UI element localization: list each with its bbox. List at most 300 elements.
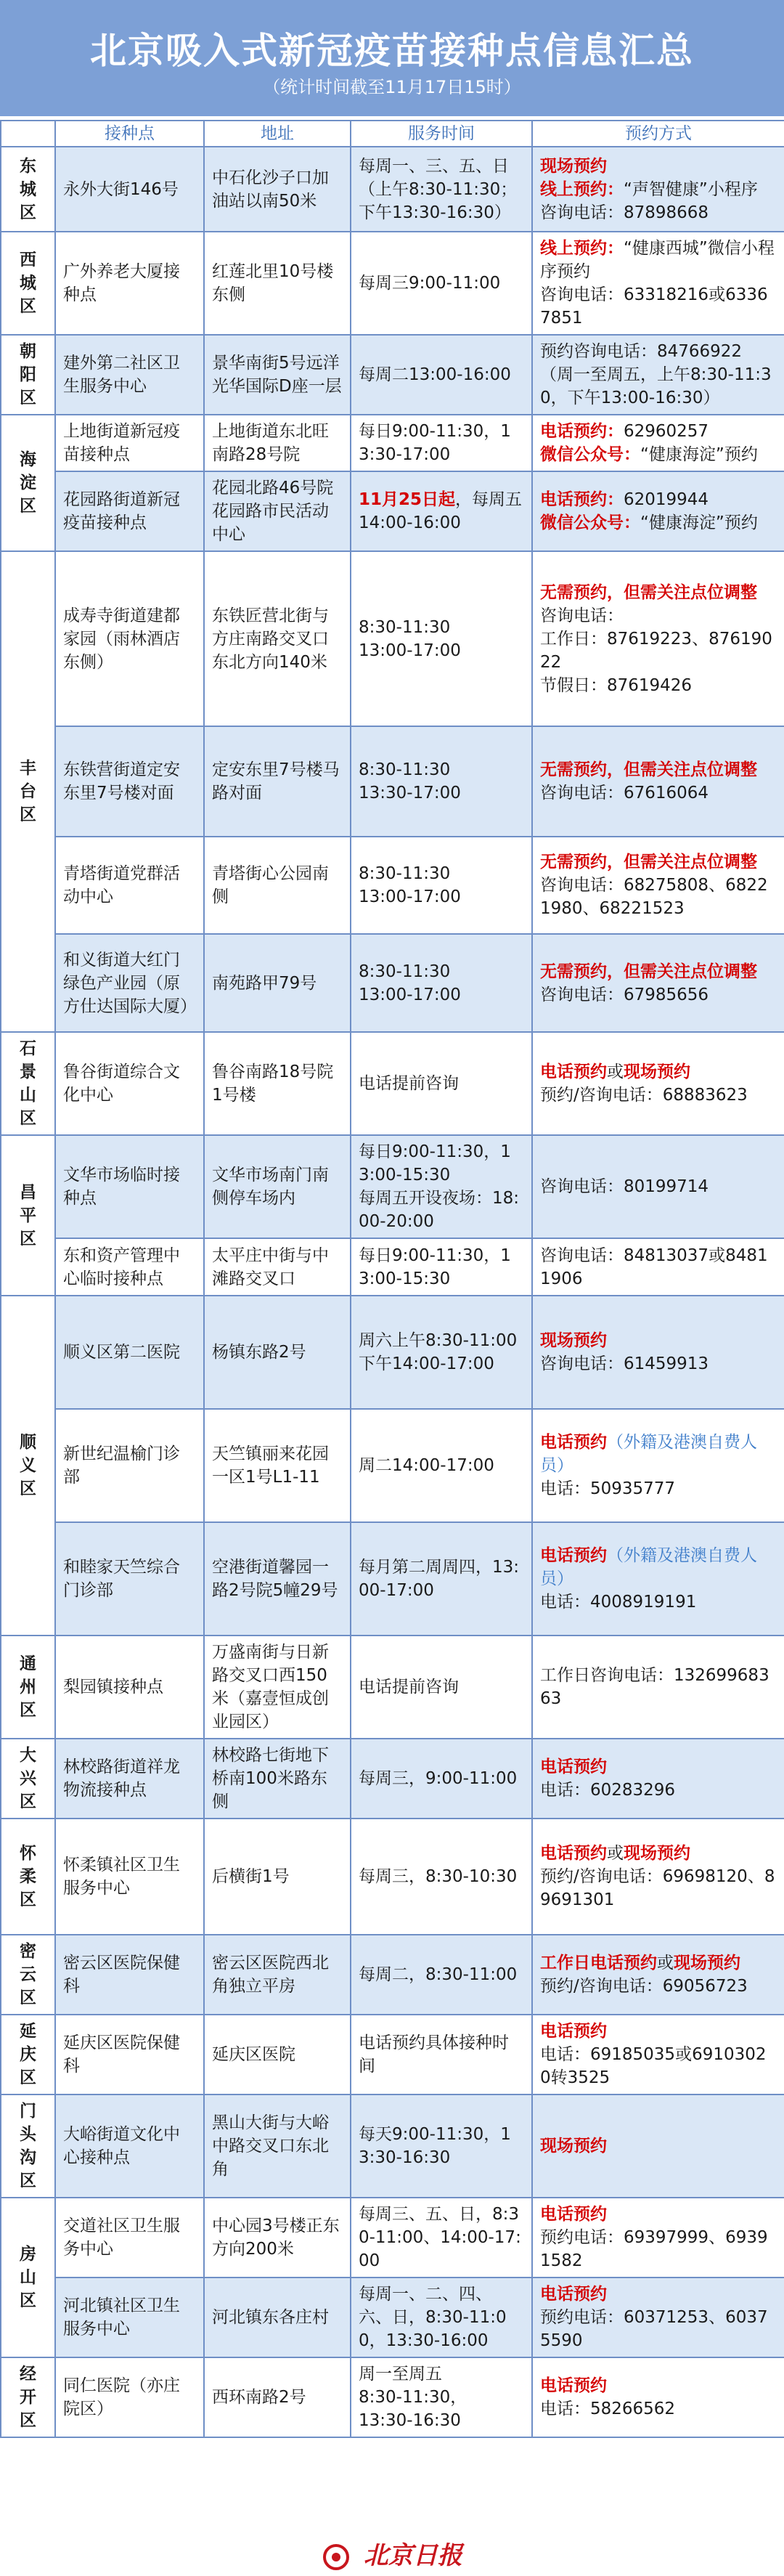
district-name: 通州区	[20, 1654, 36, 1720]
hours-line: 每周五开设夜场：18:00-20:00	[359, 1189, 520, 1231]
booking-line	[540, 2374, 777, 2397]
hours-line: 每周三、五、日，8:30-11:00、14:00-17:00	[359, 2205, 521, 2270]
site-name-cell: 永外大街146号	[55, 147, 204, 232]
booking-line	[540, 420, 777, 443]
cell-text: 咨询电话：68275808、68221980、68221523	[540, 876, 768, 918]
cell-text: 咨询电话：67616064	[540, 784, 709, 803]
booking-line	[540, 1664, 777, 1710]
hours-line: 13:00-17:00	[359, 985, 461, 1004]
district-name: 海淀区	[20, 450, 36, 516]
hours-line: 每日9:00-11:30，13:00-15:30	[359, 1246, 511, 1288]
cell-text: 电话：69185035或69103020转3525	[540, 2045, 767, 2087]
table-row	[1, 1935, 784, 2015]
booking-method-cell	[532, 1636, 784, 1739]
table-row	[1, 1739, 784, 1819]
booking-method-cell	[532, 1522, 784, 1636]
booking-line	[540, 781, 777, 805]
booking-method-cell	[532, 726, 784, 837]
site-name-cell: 顺义区第二医院	[55, 1296, 204, 1409]
hours-line: 下午14:00-17:00	[359, 1354, 494, 1373]
highlight-text: 现场预约	[674, 1954, 740, 1972]
booking-line	[540, 1842, 777, 1865]
service-hours-cell	[351, 837, 532, 934]
cell-text: 预约/咨询电话：68883623	[540, 1086, 748, 1105]
booking-line	[540, 283, 777, 330]
booking-line	[540, 155, 777, 178]
table-row	[1, 837, 784, 934]
site-name-cell: 花园路街道新冠疫苗接种点	[55, 471, 204, 551]
district-name: 密云区	[20, 1942, 36, 2007]
district-cell	[1, 1135, 55, 1296]
cell-text: 电话：50935777	[540, 1479, 676, 1498]
highlight-text: 无需预约，但需关注点位调整	[540, 853, 757, 871]
hours-line: 13:00-17:00	[359, 641, 461, 660]
district-cell	[1, 2198, 55, 2357]
booking-method-cell	[532, 1819, 784, 1935]
hours-line: 13:30-17:00	[359, 784, 461, 803]
booking-line	[540, 201, 777, 224]
highlight-text: 微信公众号：	[540, 445, 640, 464]
hours-line: 8:30-11:30，	[359, 2388, 467, 2407]
highlight-text: 线上预约：	[540, 179, 624, 199]
highlight-text: 电话预约	[540, 1844, 607, 1863]
booking-method-cell	[532, 1238, 784, 1296]
hours-line: 每周三9:00-11:00	[359, 274, 501, 293]
cell-text: 咨询电话：84813037或84811906	[540, 1246, 768, 1288]
service-hours-cell	[351, 1135, 532, 1238]
cell-text: “健康海淀”预约	[640, 513, 758, 532]
booking-line	[540, 178, 777, 201]
cell-text: 工作日咨询电话：13269968363	[540, 1666, 769, 1708]
booking-line	[540, 340, 777, 363]
site-name-cell: 成寿寺街道建都家园（雨林酒店东侧）	[55, 551, 204, 726]
highlight-text: 电话预约：	[540, 422, 624, 441]
hours-line: 每周一、三、五、日	[359, 156, 509, 176]
cell-text: 咨询电话：63318216或63367851	[540, 285, 768, 328]
cell-text: （周一至周五，上午8:30-11:30，下午13:00-16:30）	[540, 365, 772, 407]
highlight-text: 电话预约	[540, 2376, 607, 2395]
address-cell: 青塔街心公园南侧	[204, 837, 351, 934]
site-name-cell: 和睦家天竺综合门诊部	[55, 1522, 204, 1636]
cell-text: 预约/咨询电话：69056723	[540, 1977, 748, 1996]
table-row	[1, 1135, 784, 1238]
service-hours-cell	[351, 1032, 532, 1135]
service-hours-cell	[351, 2015, 532, 2094]
address-cell: 东铁匠营北街与方庄南路交叉口东北方向140米	[204, 551, 351, 726]
booking-method-cell	[532, 1739, 784, 1819]
service-hours-cell	[351, 1935, 532, 2015]
district-cell	[1, 2094, 55, 2198]
table-row	[1, 471, 784, 551]
footer	[0, 2530, 784, 2576]
note-text: （外籍及港澳自费人员）	[540, 1433, 757, 1475]
address-cell: 密云区医院西北角独立平房	[204, 1935, 351, 2015]
district-name: 丰台区	[20, 759, 36, 824]
address-cell: 景华南街5号远洋光华国际D座一层	[204, 335, 351, 415]
site-name-cell: 广外养老大厦接种点	[55, 232, 204, 335]
service-hours-cell	[351, 2357, 532, 2437]
hours-line: 13:00-17:00	[359, 887, 461, 906]
newspaper-seal-icon	[322, 2543, 351, 2572]
booking-line	[540, 2134, 777, 2158]
table-row	[1, 934, 784, 1032]
booking-method-cell	[532, 934, 784, 1032]
hours-line: 周二14:00-17:00	[359, 1456, 494, 1475]
table-row	[1, 2357, 784, 2437]
site-name-cell: 交道社区卫生服务中心	[55, 2198, 204, 2278]
highlight-text: 电话预约	[540, 1433, 607, 1452]
district-name: 西城区	[20, 251, 36, 316]
column-header-site: 接种点	[55, 121, 204, 147]
booking-line	[540, 1865, 777, 1911]
address-cell: 林校路七街地下桥南100米路东侧	[204, 1739, 351, 1819]
table-row	[1, 232, 784, 335]
highlight-text: 电话预约	[540, 1546, 607, 1565]
cell-text: 咨询电话：87898668	[540, 203, 709, 222]
service-hours-cell	[351, 2278, 532, 2357]
site-name-cell: 延庆区医院保健科	[55, 2015, 204, 2094]
district-name: 朝阳区	[20, 342, 36, 407]
district-cell	[1, 1296, 55, 1636]
booking-line	[540, 237, 777, 283]
booking-line	[540, 488, 777, 511]
address-cell: 文华市场南门南侧停车场内	[204, 1135, 351, 1238]
highlight-text: 线上预约：	[540, 239, 624, 258]
district-cell	[1, 147, 55, 232]
cell-text: 咨询电话：61459913	[540, 1354, 709, 1373]
cell-text: “健康海淀”预约	[640, 445, 758, 464]
table-row	[1, 147, 784, 232]
newspaper-logo	[322, 2535, 462, 2572]
service-hours-cell	[351, 232, 532, 335]
booking-line	[540, 627, 777, 674]
booking-line	[540, 758, 777, 781]
service-hours-cell	[351, 1819, 532, 1935]
district-name: 怀柔区	[20, 1844, 36, 1909]
booking-line	[540, 1779, 777, 1802]
hours-line: 周六上午8:30-11:00	[359, 1331, 518, 1350]
vaccination-sites-table	[0, 120, 784, 2438]
cell-text: “健康西城”微信小程序预约	[540, 239, 775, 281]
district-name: 昌平区	[20, 1182, 36, 1248]
booking-line	[540, 511, 777, 535]
hours-line: 下午13:30-16:30）	[359, 203, 511, 222]
note-text: （外籍及港澳自费人员）	[540, 1546, 757, 1588]
address-cell: 黑山大街与大峪中路交叉口东北角	[204, 2094, 351, 2198]
highlight-text: 现场预约	[540, 2137, 607, 2156]
booking-line	[540, 581, 777, 604]
district-cell	[1, 551, 55, 1032]
column-header-hours: 服务时间	[351, 121, 532, 147]
district-cell	[1, 2015, 55, 2094]
cell-text: 电话：60283296	[540, 1781, 676, 1800]
booking-line	[540, 2043, 777, 2089]
district-name: 房山区	[20, 2245, 36, 2310]
hours-line: 每周二13:00-16:00	[359, 365, 511, 384]
service-hours-cell	[351, 1636, 532, 1739]
booking-line	[540, 674, 777, 697]
site-name-cell: 河北镇社区卫生服务中心	[55, 2278, 204, 2357]
highlight-text: 电话预约	[540, 2205, 607, 2224]
site-name-cell: 大峪街道文化中心接种点	[55, 2094, 204, 2198]
hours-line: 8:30-11:30	[359, 760, 451, 779]
highlight-text: 无需预约，但需关注点位调整	[540, 962, 757, 981]
booking-line	[540, 1477, 777, 1500]
booking-method-cell	[532, 147, 784, 232]
highlight-text: 无需预约，但需关注点位调整	[540, 582, 757, 602]
table-row	[1, 335, 784, 415]
site-name-cell: 怀柔镇社区卫生服务中心	[55, 1819, 204, 1935]
site-name-cell: 林校路街道祥龙物流接种点	[55, 1739, 204, 1819]
district-cell	[1, 1739, 55, 1819]
address-cell: 南苑路甲79号	[204, 934, 351, 1032]
cell-text: 预约/咨询电话：69698120、89691301	[540, 1867, 775, 1909]
highlight-text: 电话预约	[540, 1063, 607, 1081]
booking-method-cell	[532, 2015, 784, 2094]
district-cell	[1, 232, 55, 335]
address-cell: 杨镇东路2号	[204, 1296, 351, 1409]
service-hours-cell	[351, 2198, 532, 2278]
hours-line: 电话预约具体接种时间	[359, 2033, 509, 2076]
district-cell	[1, 335, 55, 415]
page-title: 北京吸入式新冠疫苗接种点信息汇总	[90, 30, 694, 72]
service-hours-cell	[351, 415, 532, 471]
address-cell: 鲁谷南路18号院1号楼	[204, 1032, 351, 1135]
service-hours-cell	[351, 1739, 532, 1819]
hours-line: 8:30-11:30	[359, 864, 451, 883]
booking-line	[540, 1544, 777, 1590]
table-row	[1, 1238, 784, 1296]
service-hours-cell	[351, 1296, 532, 1409]
booking-line	[540, 1329, 777, 1352]
highlight-text: 电话预约	[540, 2285, 607, 2304]
hours-line: 电话提前咨询	[359, 1074, 459, 1093]
cell-text: 咨询电话：	[540, 606, 624, 625]
hours-line: 每日9:00-11:30，13:00-15:30	[359, 1142, 511, 1185]
highlight-text: 电话预约	[540, 1758, 607, 1776]
table-header-row	[1, 121, 784, 147]
booking-method-cell	[532, 2278, 784, 2357]
highlight-text: 11月25日起	[359, 490, 456, 509]
cell-text: “声智健康”小程序	[624, 179, 758, 199]
address-cell: 定安东里7号楼马路对面	[204, 726, 351, 837]
booking-line	[540, 2397, 777, 2421]
address-cell: 中心园3号楼正东方向200米	[204, 2198, 351, 2278]
hours-line: 8:30-11:30	[359, 617, 451, 637]
hours-line: 13:30-16:30	[359, 2411, 461, 2430]
service-hours-cell	[351, 551, 532, 726]
address-cell: 河北镇东各庄村	[204, 2278, 351, 2357]
district-name: 门头沟区	[20, 2102, 36, 2190]
cell-text: 电话：58266562	[540, 2400, 676, 2418]
address-cell: 万盛南街与日新路交叉口西150米（嘉壹恒成创业园区）	[204, 1636, 351, 1739]
hours-line: 每周一、二、四、六、日，8:30-11:00，13:30-16:00	[359, 2285, 507, 2350]
site-name-cell: 上地街道新冠疫苗接种点	[55, 415, 204, 471]
booking-line	[540, 1084, 777, 1107]
district-cell	[1, 1819, 55, 1935]
address-cell: 后横街1号	[204, 1819, 351, 1935]
highlight-text: 电话预约：	[540, 490, 624, 509]
district-name: 顺义区	[20, 1433, 36, 1498]
booking-line	[540, 1951, 777, 1975]
highlight-text: 工作日电话预约	[540, 1954, 657, 1972]
table-row	[1, 2094, 784, 2198]
booking-method-cell	[532, 232, 784, 335]
address-cell: 上地街道东北旺南路28号院	[204, 415, 351, 471]
district-name: 延庆区	[20, 2022, 36, 2087]
booking-line	[540, 604, 777, 627]
cell-text: 或	[607, 1063, 624, 1081]
table-row	[1, 726, 784, 837]
site-name-cell: 同仁医院（亦庄院区）	[55, 2357, 204, 2437]
district-cell	[1, 1032, 55, 1135]
booking-line	[540, 850, 777, 874]
cell-text: 预约电话：60371253、60375590	[540, 2308, 768, 2350]
table-row	[1, 1296, 784, 1409]
booking-line	[540, 1060, 777, 1084]
cell-text: 咨询电话：67985656	[540, 985, 709, 1004]
table-row	[1, 1032, 784, 1135]
booking-method-cell	[532, 1135, 784, 1238]
highlight-text: 现场预约	[624, 1063, 690, 1081]
service-hours-cell	[351, 726, 532, 837]
column-header-booking: 预约方式	[532, 121, 784, 147]
district-cell	[1, 415, 55, 551]
highlight-text: 现场预约	[540, 1331, 607, 1350]
booking-method-cell	[532, 551, 784, 726]
booking-method-cell	[532, 471, 784, 551]
address-cell: 太平庄中街与中滩路交叉口	[204, 1238, 351, 1296]
hours-line: 每周二，8:30-11:00	[359, 1965, 518, 1984]
site-name-cell: 文华市场临时接种点	[55, 1135, 204, 1238]
district-name: 大兴区	[20, 1746, 36, 1811]
table-row	[1, 2198, 784, 2278]
booking-line	[540, 1244, 777, 1291]
service-hours-cell	[351, 335, 532, 415]
cell-text: 62019944	[624, 490, 709, 509]
table-body	[1, 147, 784, 2437]
booking-method-cell	[532, 1409, 784, 1522]
highlight-text: 现场预约	[540, 156, 607, 176]
booking-line	[540, 2306, 777, 2352]
site-name-cell: 梨园镇接种点	[55, 1636, 204, 1739]
district-cell	[1, 1636, 55, 1739]
booking-line	[540, 2283, 777, 2306]
hours-line: 周一至周五	[359, 2365, 442, 2384]
table-row	[1, 2278, 784, 2357]
hours-line: （上午8:30-11:30；	[359, 179, 518, 199]
booking-method-cell	[532, 2094, 784, 2198]
cell-text: 预约电话：69397999、69391582	[540, 2228, 768, 2270]
hours-line: 每周三，8:30-10:30	[359, 1867, 518, 1886]
site-name-cell: 东和资产管理中心临时接种点	[55, 1238, 204, 1296]
booking-line	[540, 960, 777, 983]
highlight-text: 无需预约，但需关注点位调整	[540, 760, 757, 779]
booking-line	[540, 1431, 777, 1477]
cell-text: 或	[657, 1954, 674, 1972]
booking-line	[540, 983, 777, 1007]
newspaper-logo-text: 北京日报	[363, 2541, 462, 2570]
booking-method-cell	[532, 837, 784, 934]
hours-line: 每日9:00-11:30，13:30-17:00	[359, 422, 511, 464]
hours-line	[359, 488, 524, 535]
cell-text: 62960257	[624, 422, 709, 441]
booking-method-cell	[532, 2357, 784, 2437]
site-name-cell: 东铁营街道定安东里7号楼对面	[55, 726, 204, 837]
booking-line	[540, 1175, 777, 1198]
hours-line: 8:30-11:30	[359, 962, 451, 981]
booking-line	[540, 1590, 777, 1614]
booking-method-cell	[532, 1296, 784, 1409]
site-name-cell: 青塔街道党群活动中心	[55, 837, 204, 934]
highlight-text: 现场预约	[624, 1844, 690, 1863]
booking-line	[540, 1352, 777, 1376]
column-header-address: 地址	[204, 121, 351, 147]
site-name-cell: 建外第二社区卫生服务中心	[55, 335, 204, 415]
cell-text: 咨询电话：80199714	[540, 1177, 709, 1196]
booking-line	[540, 2203, 777, 2226]
booking-line	[540, 874, 777, 920]
table-row	[1, 551, 784, 726]
address-cell: 延庆区医院	[204, 2015, 351, 2094]
address-cell: 红莲北里10号楼东侧	[204, 232, 351, 335]
district-name: 东城区	[20, 156, 36, 222]
district-cell	[1, 2357, 55, 2437]
booking-line	[540, 443, 777, 466]
address-cell: 空港街道馨园一路2号院5幢29号	[204, 1522, 351, 1636]
service-hours-cell	[351, 1409, 532, 1522]
booking-line	[540, 2226, 777, 2272]
booking-method-cell	[532, 1935, 784, 2015]
cell-text: 节假日：87619426	[540, 675, 693, 695]
cell-text: 预约咨询电话：84766922	[540, 342, 743, 361]
booking-method-cell	[532, 2198, 784, 2278]
hours-line: 每月第二周周四，13:00-17:00	[359, 1558, 520, 1600]
service-hours-cell	[351, 471, 532, 551]
service-hours-cell	[351, 2094, 532, 2198]
hours-line: 每周三，9:00-11:00	[359, 1769, 518, 1788]
address-cell: 中石化沙子口加油站以南50米	[204, 147, 351, 232]
address-cell: 天竺镇丽来花园一区1号L1-11	[204, 1409, 351, 1522]
district-cell	[1, 1935, 55, 2015]
service-hours-cell	[351, 147, 532, 232]
booking-method-cell	[532, 415, 784, 471]
cell-text: 或	[607, 1844, 624, 1863]
address-cell: 花园北路46号院花园路市民活动中心	[204, 471, 351, 551]
booking-method-cell	[532, 1032, 784, 1135]
site-name-cell: 密云区医院保健科	[55, 1935, 204, 2015]
header-banner	[0, 0, 784, 116]
table-row	[1, 1819, 784, 1935]
booking-method-cell	[532, 335, 784, 415]
service-hours-cell	[351, 1238, 532, 1296]
cell-text: ，每周五14:00-16:00	[359, 490, 523, 532]
table-row	[1, 1636, 784, 1739]
page-subtitle: （统计时间截至11月17日15时）	[263, 77, 521, 97]
booking-line	[540, 1975, 777, 1998]
booking-line	[540, 363, 777, 410]
column-header-district	[1, 121, 55, 147]
service-hours-cell	[351, 1522, 532, 1636]
highlight-text: 电话预约	[540, 2022, 607, 2041]
booking-line	[540, 1755, 777, 1779]
table-row	[1, 1522, 784, 1636]
cell-text: 电话：4008919191	[540, 1593, 697, 1612]
hours-line: 电话提前咨询	[359, 1678, 459, 1697]
service-hours-cell	[351, 934, 532, 1032]
cell-text: 工作日：87619223、87619022	[540, 629, 772, 672]
table-row	[1, 2015, 784, 2094]
